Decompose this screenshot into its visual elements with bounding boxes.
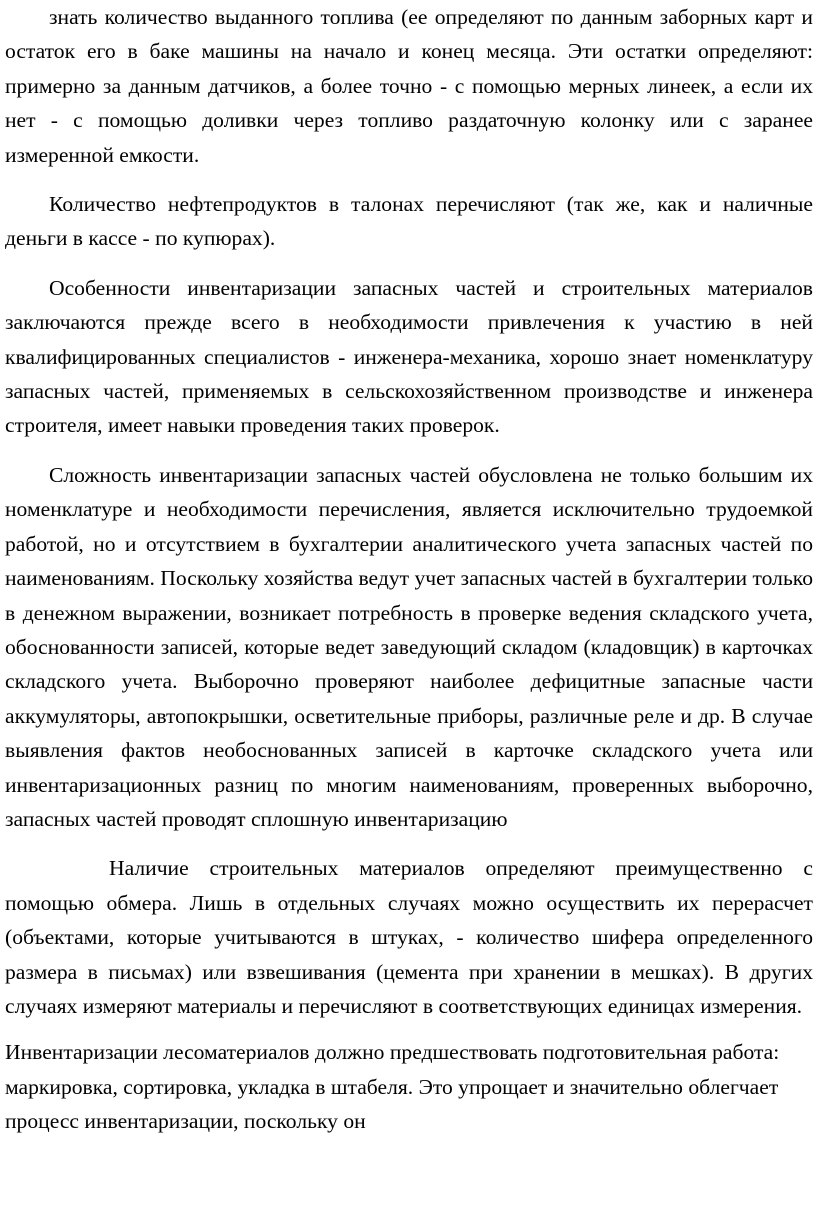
- paragraph-spare-parts-features: Особенности инвентаризации запасных частей и строительных материалов заключаются прежде всего в необходимости привлечения к участию в ней квалифицированных специалистов - инженера-механика, хорошо знает номенклатуру запасных частей, применяемых в сельскохозяйственном производстве и инженера строителя, имеет навыки проведения таких проверок.: [5, 275, 813, 438]
- paragraph-spare-parts-complexity: Сложность инвентаризации запасных частей обусловлена не только большим их номенклатуре и необходимости перечисления, является исключительно трудоемкой работой, но и отсутствием в бухгалтерии аналитического учета запасных частей по наименованиям. Поскольку хозяйства ведут учет запасных частей в бухгалтерии только в денежном выражении, возникает потребность в проверке ведения складского учета, обоснованности записей, которые ведет заведующий складом (кладовщик) в карточках складского учета. Выборочно проверяют наиболее дефицитные запасные части аккумуляторы, автопокрышки, осветительные приборы, различные реле и др. В случае выявления фактов необоснованных записей в карточке складского учета или инвентаризационных разниц по многим наименованиям, проверенных выборочно, запасных частей проводят сплошную инвентаризацию: [5, 462, 813, 831]
- paragraph-petroleum-coupons: Количество нефтепродуктов в талонах перечисляют (так же, как и наличные деньги в кассе - по купюрах).: [5, 192, 813, 251]
- paragraph-fuel-remainder: знать количество выданного топлива (ее определяют по данным заборных карт и остаток его в баке машины на начало и конец месяца. Эти остатки определяют: примерно за данным датчиков, а более точно - с помощью мерных линеек, а если их нет - с помощью доливки через топливо раздаточную колонку или с заранее измеренной емкости.: [5, 5, 813, 167]
- paragraph-timber-inventory: Инвентаризации лесоматериалов должно предшествовать подготовительная работа: маркировка, сортировка, укладка в штабеля. Это упрощает и значительно облегчает процесс инвентаризации, поскольку он: [5, 1040, 780, 1134]
- paragraph-building-materials: Наличие строительных материалов определяют преимущественно с помощью обмера. Лишь в отдельных случаях можно осуществить их перерасчет (объектами, которые учитываются в штуках, - количество шифера определенного размера в письмах) или взвешивания (цемента при хранении в мешках). В других случаях измеряют материалы и перечисляют в соответствующих единицах измерения.: [5, 856, 813, 1018]
